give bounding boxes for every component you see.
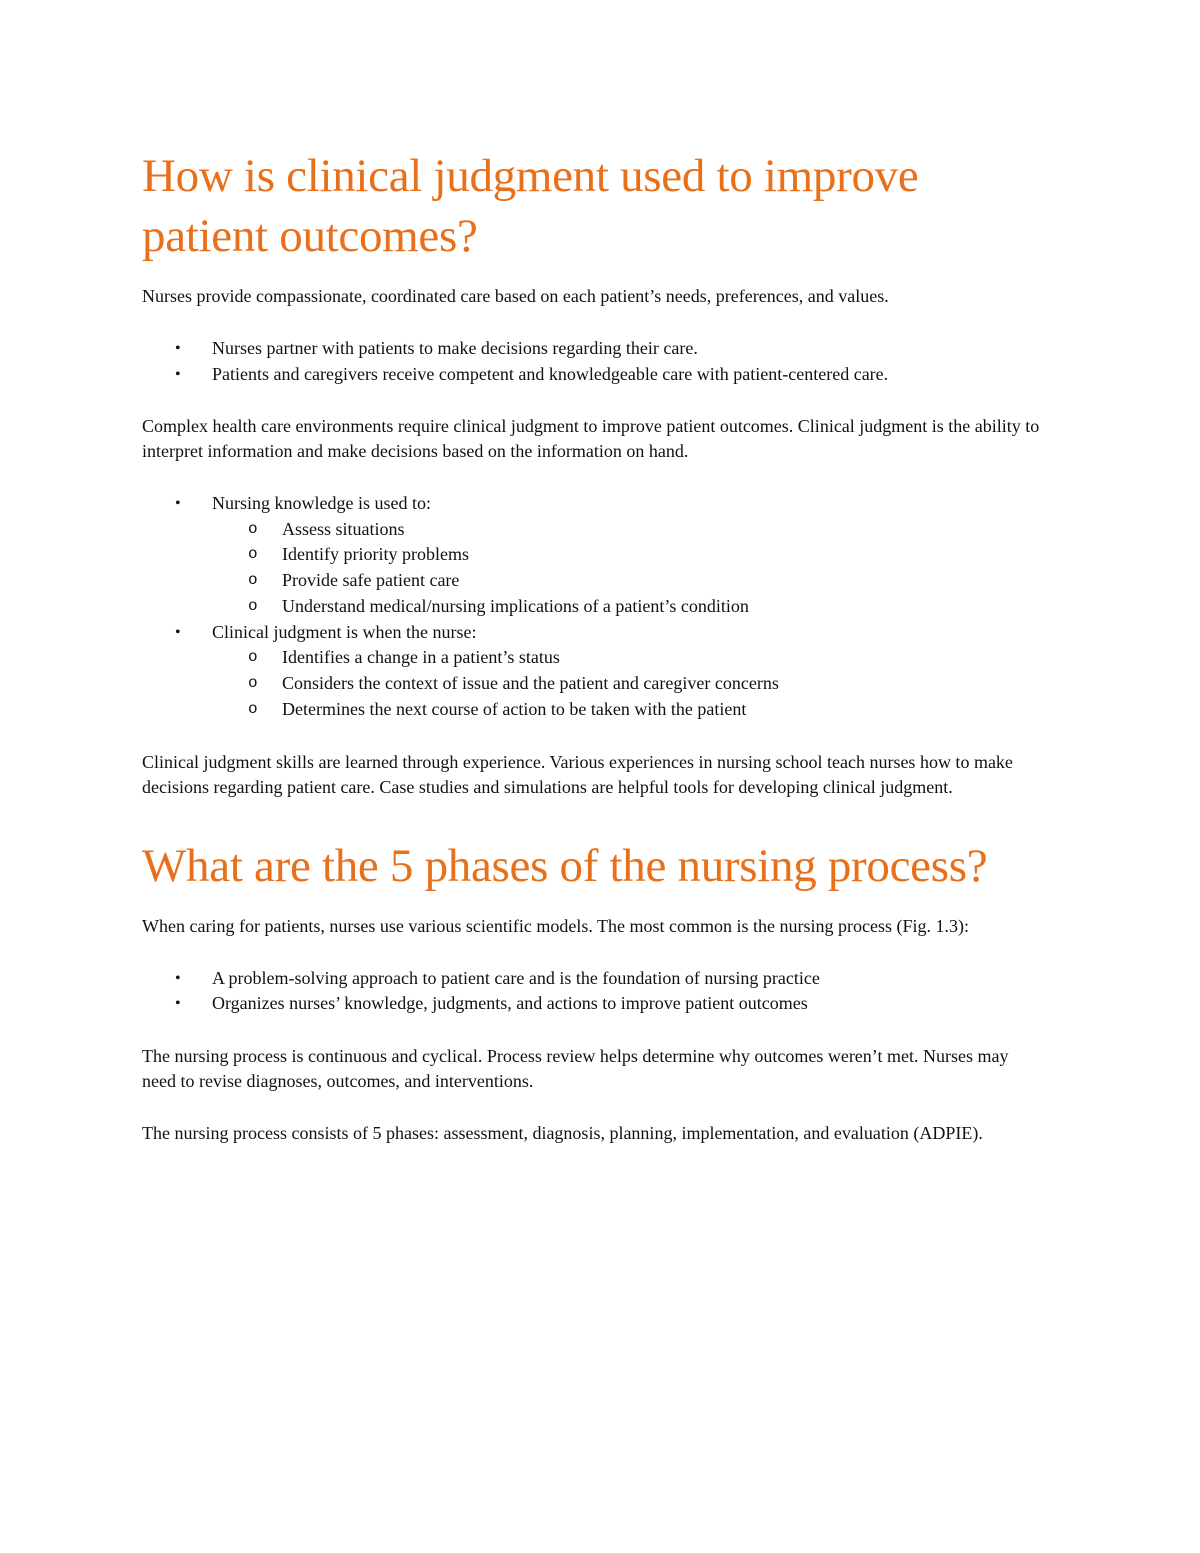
list-item — [142, 362, 1042, 388]
sub-bullet-icon: o — [248, 596, 258, 615]
sub-list-item — [212, 517, 1042, 543]
sub-list-item-text: Identifies a change in a patient’s status — [282, 647, 560, 668]
list-item-text: Clinical judgment is when the nurse: — [212, 621, 477, 642]
list-item-text: A problem-solving approach to patient care and is the foundation of nursing practice — [212, 967, 820, 988]
list-item — [142, 991, 1042, 1017]
paragraph-scientific-models: When caring for patients, nurses use various scientific models. The most common is the nursing process (Fig. 1.3): — [142, 915, 970, 936]
section-heading-nursing-process: What are the 5 phases of the nursing process? — [142, 839, 988, 892]
bullet-icon: • — [175, 623, 181, 641]
paragraph-compassionate-care: Nurses provide compassionate, coordinated care based on each patient’s needs, preferences, and values. — [142, 286, 889, 306]
sub-list-item — [212, 594, 1042, 620]
document-page — [142, 146, 1042, 1173]
sub-list-item-text: Provide safe patient care — [282, 570, 460, 591]
sub-bullet-icon: o — [248, 673, 258, 692]
paragraph-five-phases: The nursing process consists of 5 phases: assessment, diagnosis, planning, implementation, and evaluation (ADPIE). — [142, 1122, 983, 1143]
bullet-icon: • — [175, 365, 181, 383]
sub-list-item — [212, 645, 1042, 671]
paragraph-continuous-cyclical: The nursing process is continuous and cyclical. Process review helps determine why outcomes weren’t met. Nurses may need to revise diagnoses, outcomes, and interventions. — [142, 1045, 1009, 1091]
sub-list-item-text: Considers the context of issue and the patient and caregiver concerns — [282, 672, 779, 693]
sub-list-item-text: Understand medical/nursing implications of a patient’s condition — [282, 595, 749, 616]
list-item-text: Organizes nurses’ knowledge, judgments, and actions to improve patient outcomes — [212, 993, 808, 1014]
sub-list-item — [212, 568, 1042, 594]
section-heading-clinical-judgment: How is clinical judgment used to improve patient outcomes? — [142, 150, 919, 262]
sub-bullet-icon: o — [248, 571, 258, 590]
sub-bullet-icon: o — [248, 699, 258, 718]
bullet-list-nursing-process — [142, 966, 1042, 1017]
sub-bullet-icon: o — [248, 545, 258, 564]
list-item — [142, 336, 1042, 362]
paragraph-skills-learned: Clinical judgment skills are learned through experience. Various experiences in nursing school teach nurses how to make decisions regarding patient care. Case studies and simulations are helpful tools for developing clinical judgment. — [142, 751, 1013, 797]
list-item — [142, 620, 1042, 723]
sub-bullet-icon: o — [248, 519, 258, 538]
list-item-text: Patients and caregivers receive competent and knowledgeable care with patient-centered care. — [212, 363, 889, 384]
sub-list-nursing-knowledge — [212, 517, 1042, 620]
sub-list-item — [212, 671, 1042, 697]
list-item-text: Nursing knowledge is used to: — [212, 493, 431, 513]
bullet-icon: • — [175, 495, 181, 512]
bullet-icon: • — [175, 340, 181, 357]
sub-list-item-text: Assess situations — [282, 518, 405, 539]
bullet-icon: • — [175, 995, 181, 1013]
list-item — [142, 966, 1042, 992]
sub-bullet-icon: o — [248, 648, 258, 667]
sub-list-item — [212, 542, 1042, 568]
bullet-list-patient-care — [142, 336, 1042, 387]
sub-list-item-text: Determines the next course of action to be taken with the patient — [282, 698, 747, 719]
sub-list-item-text: Identify priority problems — [282, 544, 469, 565]
bullet-list-nested — [142, 491, 1042, 723]
list-item — [142, 491, 1042, 620]
sub-list-clinical-judgment — [212, 645, 1042, 722]
paragraph-complex-environments: Complex health care environments require clinical judgment to improve patient outcomes. Clinical judgment is the ability to interpret information and make decisions based on the information on hand. — [142, 416, 1040, 461]
list-item-text: Nurses partner with patients to make decisions regarding their care. — [212, 338, 698, 358]
bullet-icon: • — [175, 969, 181, 987]
sub-list-item — [212, 697, 1042, 723]
